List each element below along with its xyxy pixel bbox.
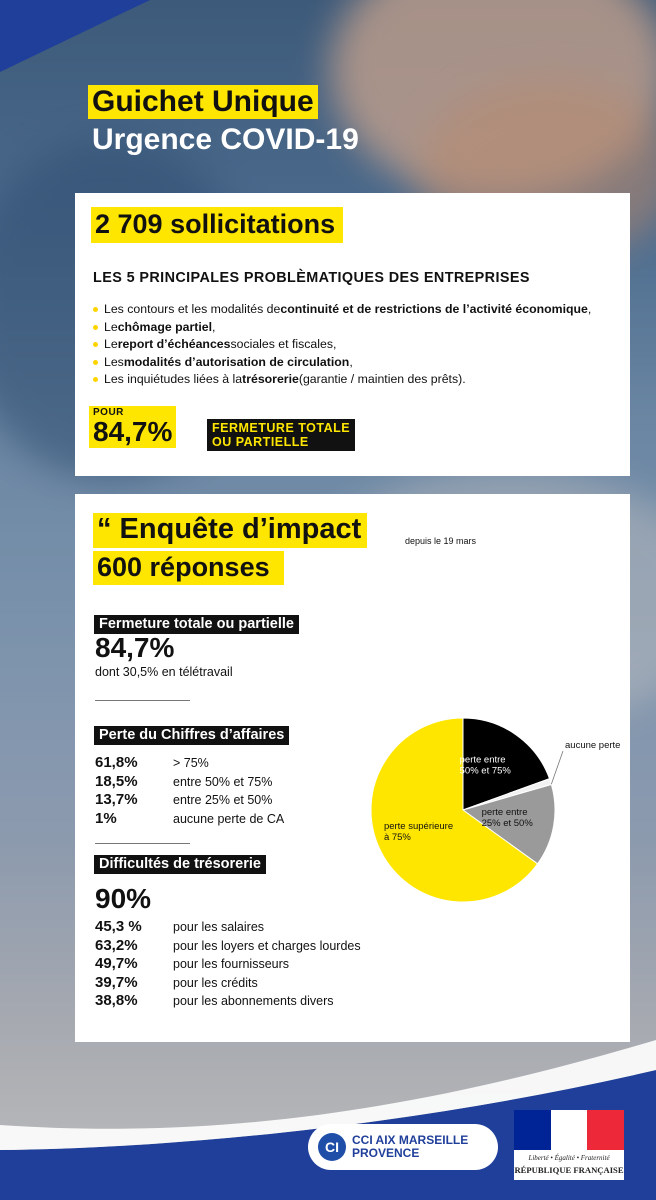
treso-row: 45,3 % pour les salaires — [95, 918, 265, 935]
treso-row: 39,7% pour les crédits — [95, 973, 258, 991]
issue-item: Le chômage partiel , — [93, 319, 591, 337]
fermeture-line2: OU PARTIELLE — [212, 435, 309, 449]
ca-row: 13,7% entre 25% et 50% — [95, 791, 273, 808]
pie-svg — [375, 704, 621, 904]
fermeture-tag — [207, 419, 355, 451]
bullet-icon — [93, 360, 98, 365]
issue-item: Les inquiétudes liées à la trésorerie (garantie / maintien des prêts). — [93, 371, 591, 389]
ca-stats — [95, 754, 284, 828]
pie-label-2: perte entre 25% et 50% — [481, 807, 533, 830]
treso-row: 38,8% pour les abonnements divers — [95, 992, 334, 1009]
survey-responses: 600 réponses — [93, 551, 284, 585]
treso-percentage: 90% — [95, 883, 152, 914]
fermeture-percentage: 84,7% — [95, 632, 175, 663]
issue-item: Les contours et les modalités de continuité et de restrictions de l’activité économique , — [93, 301, 591, 319]
pie-label-3: perte supérieure à 75% — [383, 821, 454, 844]
survey-title: “ Enquête d’impact — [93, 513, 367, 548]
pour-value: 84,7% — [93, 416, 173, 447]
page-title — [88, 85, 363, 161]
fermeture-heading: Fermeture totale ou partielle — [94, 615, 299, 634]
issues-heading: LES 5 PRINCIPALES PROBLÈMATIQUES DES ENTREPRISES — [93, 270, 530, 286]
treso-row: 49,7% pour les fournisseurs — [95, 955, 290, 972]
ca-row: 1% aucune perte de CA — [95, 809, 285, 827]
pour-highlight — [89, 406, 176, 448]
ca-loss-pie-chart — [375, 704, 621, 904]
pie-label-1: aucune perte — [565, 740, 621, 751]
impact-survey-card — [75, 494, 630, 1042]
bullet-icon — [93, 342, 98, 347]
treso-heading: Difficultés de trésorerie — [94, 855, 266, 874]
issue-item: Les modalités d’autorisation de circulation , — [93, 354, 591, 372]
divider — [95, 700, 190, 701]
ca-heading: Perte du Chiffres d’affaires — [94, 726, 289, 745]
cci-logo — [308, 1124, 498, 1170]
pie-label-0: perte entre 50% et 75% — [459, 754, 511, 777]
fermeture-line1: FERMETURE TOTALE — [212, 421, 351, 435]
cci-name: CCI AIX MARSEILLE PROVENCE — [352, 1133, 469, 1160]
solicitations-count: 2 709 sollicitations — [91, 207, 343, 243]
rf-motto: Liberté • Égalité • Fraternité — [528, 1154, 610, 1162]
ca-row: 18,5% entre 50% et 75% — [95, 772, 273, 790]
rf-name: RÉPUBLIQUE FRANÇAISE — [514, 1165, 624, 1175]
bullet-icon — [93, 325, 98, 330]
bullet-icon — [93, 377, 98, 382]
treso-row: 63,2% pour les loyers et charges lourdes — [95, 936, 361, 954]
issue-item: Le report d’échéances sociales et fiscales, — [93, 336, 591, 354]
title-guichet-unique: Guichet Unique — [88, 85, 318, 119]
pour-label: POUR — [93, 407, 124, 418]
pie-leader-line — [551, 751, 563, 784]
bullet-icon — [93, 307, 98, 312]
republique-francaise-logo — [514, 1110, 624, 1180]
title-urgence-covid: Urgence COVID-19 — [92, 123, 359, 156]
teletravail-note: dont 30,5% en télétravail — [95, 665, 233, 679]
cci-mark-icon: CI — [318, 1133, 346, 1161]
survey-since: depuis le 19 mars — [405, 536, 477, 546]
treso-stats — [95, 918, 361, 1011]
marianne-flag-icon — [514, 1110, 624, 1150]
corner-accent — [0, 0, 150, 72]
solicitations-card — [75, 193, 630, 476]
ca-row: 61,8% > 75% — [95, 754, 209, 771]
divider — [95, 843, 190, 844]
issues-list — [93, 301, 591, 389]
